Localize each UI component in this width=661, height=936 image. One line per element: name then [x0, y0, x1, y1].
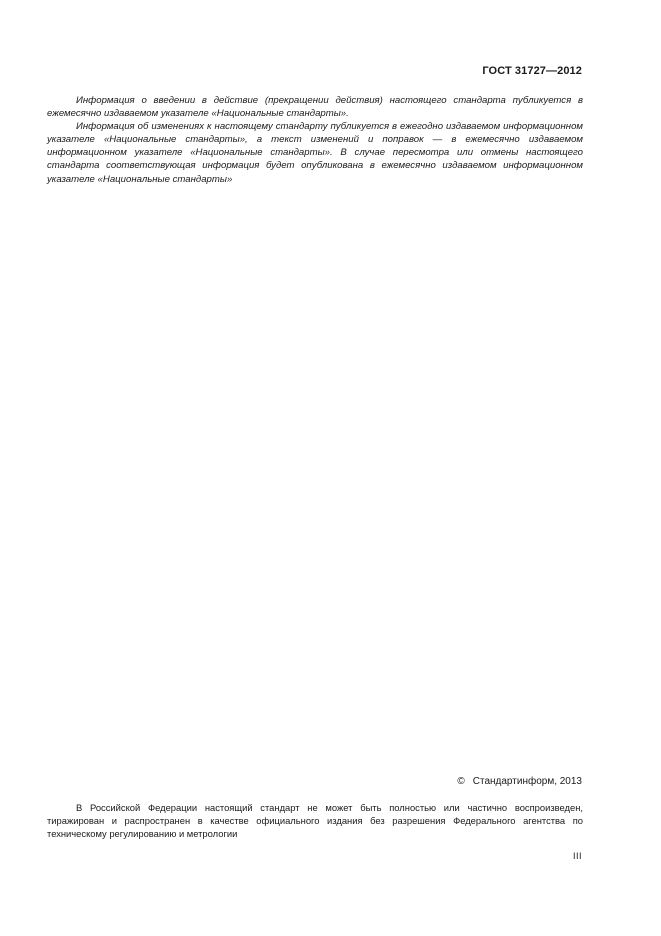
copyright-icon: © [457, 776, 465, 787]
info-paragraph-1: Информация о введении в действие (прекращении действия) настоящего стандарта публикуется в ежемесячно издаваемом указателе «Национальные стандарты». [47, 95, 583, 120]
info-paragraph-2: Информация об изменениях к настоящему стандарту публикуется в ежегодно издаваемом информационном указателе «Национальные стандарты», а текст изменений и поправок — в ежемесячно издаваемом информационном указателе «Национальные стандарты». В случае пересмотра или отмены настоящего стандарта соответствующая информация будет опубликована в ежемесячно издаваемом информационном указателе «Национальные стандарты» [47, 121, 583, 185]
page-number: III [572, 851, 582, 861]
standard-code: ГОСТ 31727—2012 [482, 65, 582, 77]
legal-notice: В Российской Федерации настоящий стандарт не может быть полностью или частично воспроизведен, тиражирован и распространен в качестве официального издания без разрешения Федерального агентства по техническому регулированию и метрологии [47, 802, 583, 840]
publication-info [47, 94, 583, 186]
copyright-text: Стандартинформ, 2013 [472, 776, 582, 787]
copyright-notice [457, 776, 582, 787]
